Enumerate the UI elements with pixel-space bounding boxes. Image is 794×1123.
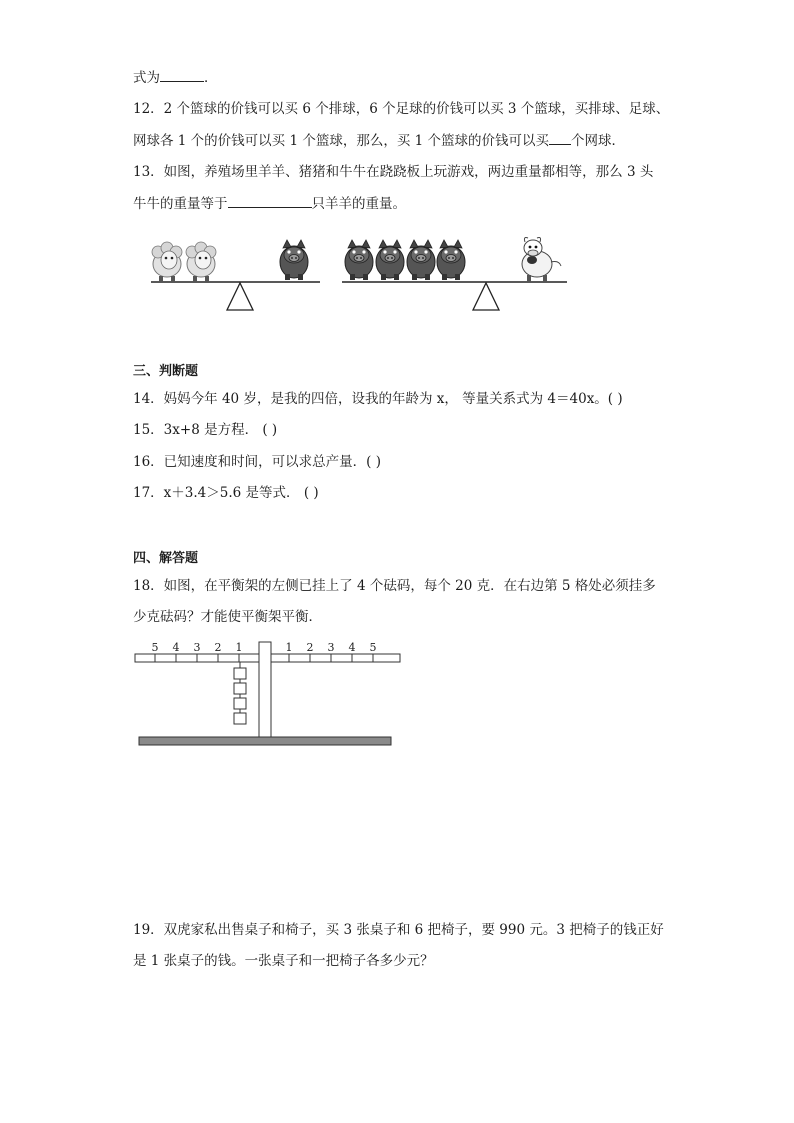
right-tick-label: 2 — [306, 641, 314, 654]
q18-line2: 少克砝码？才能使平衡架平衡． — [133, 609, 322, 625]
q11-tail — [133, 67, 218, 88]
q13-answer-blank[interactable] — [228, 193, 312, 208]
section3-heading: 三、判断题 — [133, 364, 199, 379]
left-tick-label: 5 — [151, 641, 159, 654]
q12-line2 — [133, 130, 625, 151]
sheep-icon — [186, 242, 216, 282]
left-tick-label: 4 — [172, 641, 180, 654]
q19-line2: 是 1 张桌子的钱。一张桌子和一把椅子各多少元？ — [133, 953, 434, 969]
right-tick-label: 5 — [369, 641, 377, 654]
cow-icon — [522, 238, 561, 283]
q13-line2 — [133, 193, 406, 214]
q11-answer-blank[interactable] — [160, 67, 204, 82]
left-tick-label: 3 — [193, 641, 201, 654]
right-seesaw-fulcrum — [473, 283, 499, 310]
left-seesaw-fulcrum — [227, 283, 253, 310]
section4-heading: 四、解答题 — [133, 551, 199, 566]
right-tick-label: 1 — [285, 641, 293, 654]
q11-end: ． — [204, 70, 218, 86]
q11-tail-text: 式为 — [133, 70, 160, 86]
q12-line2-b: 个网球． — [571, 133, 626, 149]
q12-answer-blank[interactable] — [549, 130, 571, 145]
q12-line2-a: 网球各 1 个的价钱可以买 1 个篮球，那么，买 1 个篮球的价钱可以买 — [133, 133, 550, 149]
weight-block — [234, 698, 246, 709]
right-tick-label: 4 — [348, 641, 356, 654]
q18-line1: 18．如图，在平衡架的左侧已挂上了 4 个砝码，每个 20 克．在右边第 5 格处必须挂多 — [133, 578, 656, 594]
q13-line1: 13．如图，养殖场里羊羊、猪猪和牛牛在跷跷板上玩游戏，两边重量都相等，那么 3 头 — [133, 164, 654, 180]
balance-base — [139, 737, 391, 745]
left-tick-label: 1 — [235, 641, 243, 654]
q13-line2-a: 牛牛的重量等于 — [133, 196, 228, 212]
q14-text: 14．妈妈今年 40 岁，是我的四倍，设我的年龄为 x， 等量关系式为 4＝40x。( ) — [133, 391, 623, 407]
q16-text: 16．已知速度和时间，可以求总产量．( ) — [133, 454, 382, 470]
sheep-icon — [152, 242, 182, 282]
q17-text: 17．x＋3.4＞5.6 是等式． ( ) — [133, 485, 319, 501]
q13-line2-b: 只羊羊的重量。 — [311, 196, 406, 212]
balance-frame-figure — [133, 638, 408, 750]
seesaw-figure — [145, 230, 585, 320]
q19-line1: 19．双虎家私出售桌子和椅子，买 3 张桌子和 6 把椅子，要 990 元。3 把椅子的钱正好 — [133, 922, 664, 938]
weight-block — [234, 713, 246, 724]
q15-text: 15．3x+8 是方程． ( ) — [133, 422, 278, 438]
pig-icon — [437, 240, 465, 280]
balance-post — [259, 642, 271, 737]
pig-icon — [345, 240, 373, 280]
weight-block — [234, 668, 246, 679]
weight-block — [234, 683, 246, 694]
pig-icon — [407, 240, 435, 280]
right-tick-label: 3 — [327, 641, 335, 654]
pig-icon — [280, 240, 308, 280]
q12-line1: 12．2 个篮球的价钱可以买 6 个排球，6 个足球的价钱可以买 3 个篮球，买排球、足球、 — [133, 101, 670, 117]
left-tick-label: 2 — [214, 641, 222, 654]
pig-icon — [376, 240, 404, 280]
